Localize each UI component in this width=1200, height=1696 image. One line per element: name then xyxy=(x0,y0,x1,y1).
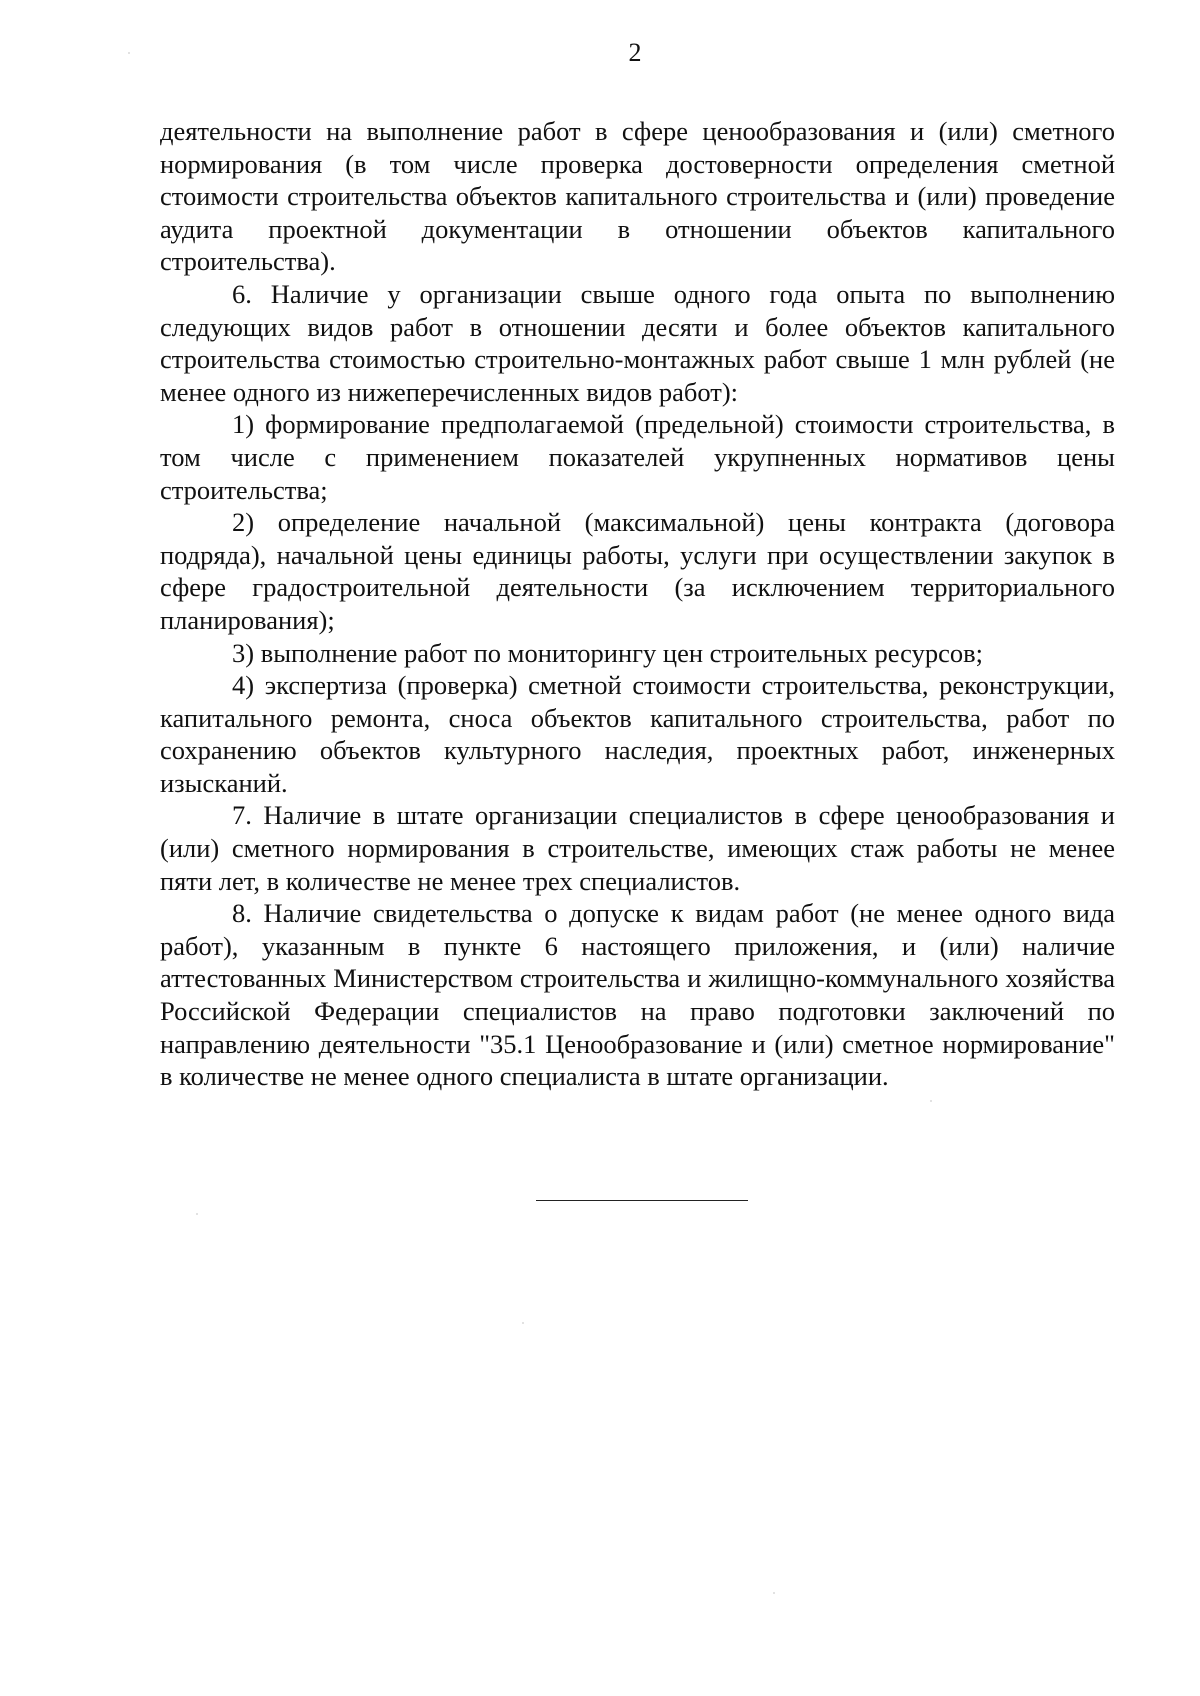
scan-speck xyxy=(773,1592,775,1594)
document-body xyxy=(160,115,1115,1093)
paragraph-item-8: 8. Наличие свидетельства о допуске к видам работ (не менее одного вида работ), указанным в пункте 6 настоящего приложения, и (или) наличие аттестованных Министерством строительства и жилищно-коммунального хозяйства Российской Федерации специалистов на право подготовки заключений по направлению деятельности "35.1 Ценообразование и (или) сметное нормирование" в количестве не менее одного специалиста в штате организации. xyxy=(160,898,1115,1092)
paragraph-subitem-1: 1) формирование предполагаемой (предельной) стоимости строительства, в том числе с применением показателей укрупненных нормативов цены строительства; xyxy=(160,409,1115,505)
scan-speck xyxy=(930,1100,932,1102)
scan-speck xyxy=(128,52,130,54)
scan-speck xyxy=(196,1213,198,1215)
paragraph-subitem-3: 3) выполнение работ по мониторингу цен строительных ресурсов; xyxy=(232,637,983,668)
scan-speck xyxy=(522,1322,524,1324)
paragraph-subitem-2: 2) определение начальной (максимальной) цены контракта (договора подряда), начальной цены единицы работы, услуги при осуществлении закупок в сфере градостроительной деятельности (за исключением территориального планирования); xyxy=(160,507,1115,635)
page-number: 2 xyxy=(628,38,642,67)
paragraph-item-6: 6. Наличие у организации свыше одного года опыта по выполнению следующих видов работ в отношении десяти и более объектов капитального строительства стоимостью строительно-монтажных работ свыше 1 млн рублей (не менее одного из нижеперечисленных видов работ): xyxy=(160,278,1115,407)
paragraph-continuation: деятельности на выполнение работ в сфере ценообразования и (или) сметного нормирования (в том числе проверка достоверности определения сметной стоимости строительства объектов капитального строительства и (или) проведение аудита проектной документации в отношении объектов капитального строительства). xyxy=(160,116,1115,277)
paragraph-subitem-4: 4) экспертиза (проверка) сметной стоимости строительства, реконструкции, капитального ремонта, сноса объектов капитального строительства, работ по сохранению объектов культурного наследия, проектных работ, инженерных изысканий. xyxy=(160,670,1115,798)
paragraph-item-7: 7. Наличие в штате организации специалистов в сфере ценообразования и (или) сметного нормирования в строительстве, имеющих стаж работы не менее пяти лет, в количестве не менее трех специалистов. xyxy=(160,800,1115,896)
closing-separator-line xyxy=(536,1200,748,1201)
